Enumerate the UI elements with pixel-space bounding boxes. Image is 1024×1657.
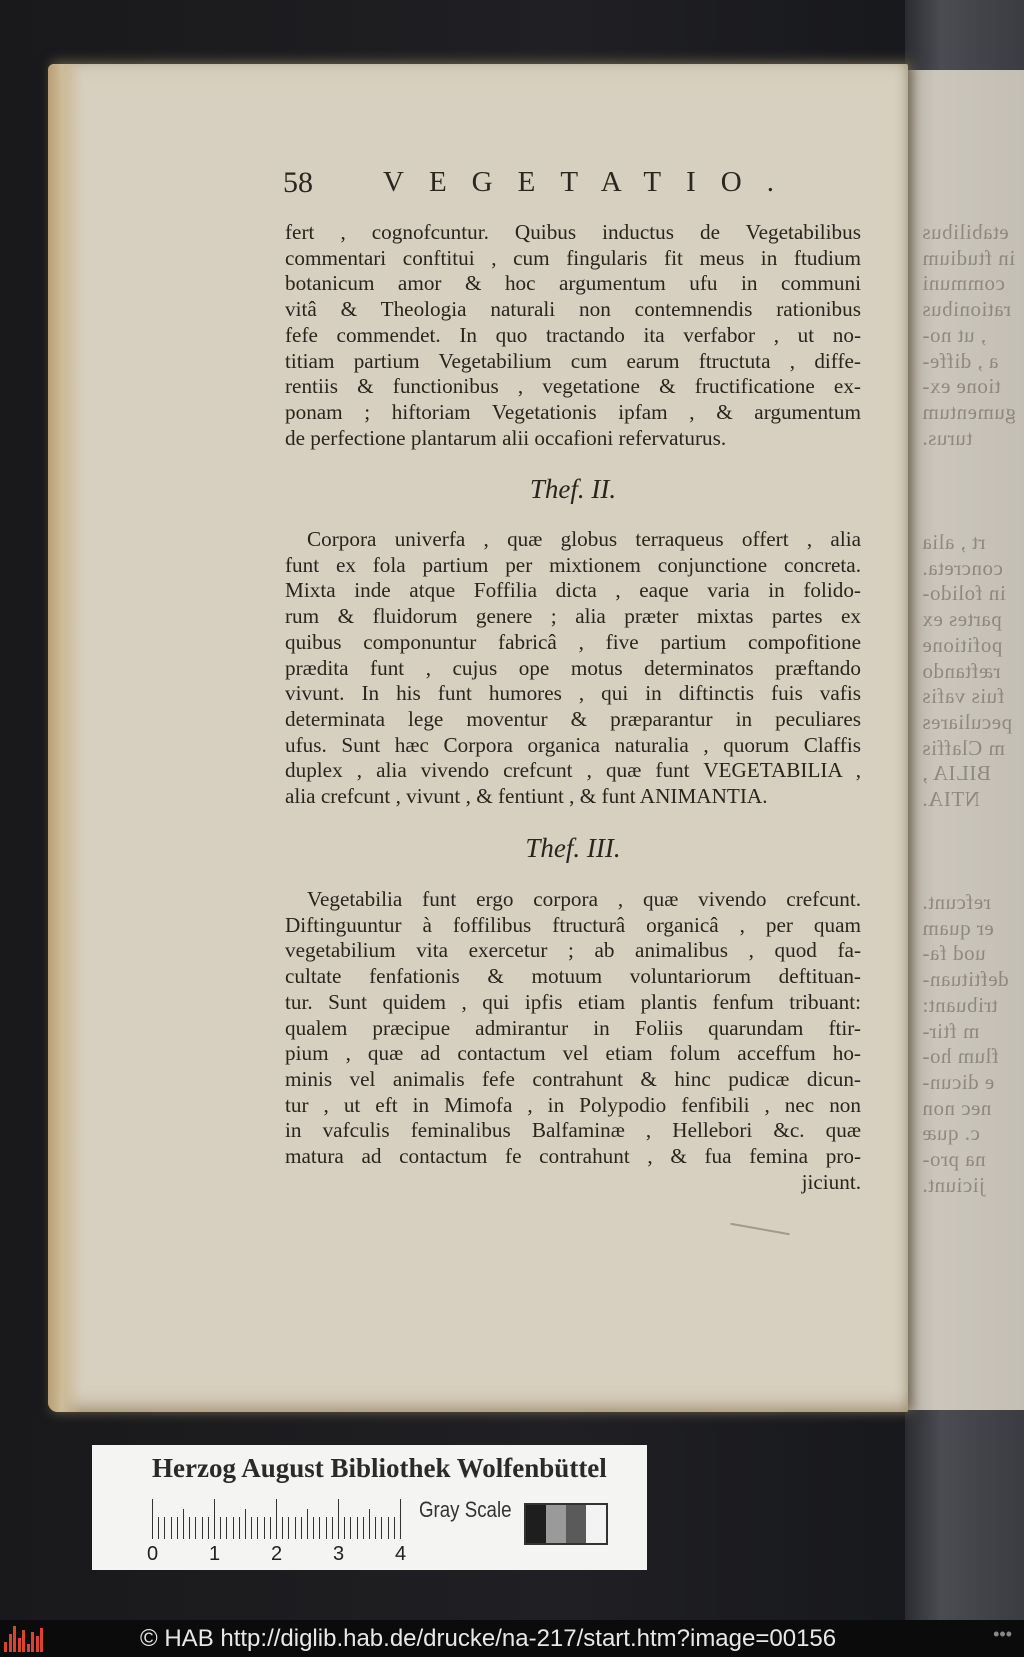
bleed-through-text: fuis vafis xyxy=(922,684,1005,709)
ruler-tick xyxy=(220,1517,221,1539)
text-line: Diftinguuntur à foffilibus ftructurâ organicâ , per quam xyxy=(285,912,861,937)
ruler-tick xyxy=(369,1509,370,1539)
running-head: VEGETATIO. xyxy=(383,166,799,198)
ruler-tick xyxy=(338,1499,339,1539)
page-deckle-edge xyxy=(48,64,82,1412)
ruler-tick xyxy=(319,1517,320,1539)
bleed-through-text: communi xyxy=(922,271,1005,296)
bleed-through-text: in ftudium xyxy=(922,245,1016,270)
library-name: Herzog August Bibliothek Wolfenbüttel xyxy=(152,1453,607,1483)
ruler-tick xyxy=(208,1517,209,1539)
text-line: Vegetabilia funt ergo corpora , quæ vivendo crefcunt. xyxy=(307,887,861,911)
logo-bar xyxy=(36,1636,39,1652)
text-line: de perfectione plantarum alii occafioni refervaturus. xyxy=(285,425,727,450)
color-target-card xyxy=(92,1445,647,1570)
gray-scale-bar xyxy=(524,1503,608,1545)
ruler-tick xyxy=(239,1517,240,1539)
ruler-tick xyxy=(363,1517,364,1539)
thesis-3-heading: Thef. III. xyxy=(525,833,621,863)
bleed-through-text: gumentum xyxy=(922,399,1016,424)
gray-scale-label: Gray Scale xyxy=(419,1497,512,1522)
footer-bar xyxy=(0,1620,1024,1657)
text-line: ufus. Sunt hæc Corpora organica naturalia , quorum Claffis xyxy=(285,732,861,757)
ruler-tick xyxy=(171,1517,172,1539)
bleed-through-text: c. quæ xyxy=(922,1121,980,1146)
hab-logo-icon xyxy=(4,1626,46,1652)
ruler-tick xyxy=(183,1509,184,1539)
ruler-number: 2 xyxy=(271,1543,283,1565)
ruler-tick xyxy=(357,1517,358,1539)
gray-patch xyxy=(526,1505,546,1543)
ruler-tick xyxy=(388,1517,389,1539)
ruler-tick xyxy=(394,1517,395,1539)
bleed-through-text: nec non xyxy=(922,1095,992,1120)
bleed-through-text: deftituan- xyxy=(922,967,1009,992)
bleed-through-text: in folido- xyxy=(922,581,1006,606)
text-line: determinata lege moventur & præparantur in peculiares xyxy=(285,706,861,731)
text-line: funt ex fola partium per mixtionem conjunctione concreta. xyxy=(285,552,861,577)
bleed-through-text: a , diffe- xyxy=(922,348,999,373)
ruler-tick xyxy=(152,1499,153,1539)
text-line: cultate fenfationis & motuum voluntariorum deftituan- xyxy=(285,964,861,989)
ruler-tick xyxy=(400,1499,401,1539)
text-line: jiciunt. xyxy=(801,1169,861,1194)
ruler-number: 0 xyxy=(147,1543,159,1565)
gray-patch xyxy=(546,1505,566,1543)
paragraph-3 xyxy=(285,887,861,1195)
bleed-through-text: BILIA , xyxy=(922,761,991,786)
gray-patch xyxy=(586,1505,606,1543)
bleed-through-text: uod fa- xyxy=(922,941,986,966)
text-line: in vafculis feminalibus Balfaminæ , Hellebori &c. quæ xyxy=(285,1118,861,1143)
paragraph-2 xyxy=(285,527,861,810)
text-line: ponam ; hiftoriam Vegetationis ipfam , & argumentum xyxy=(285,399,861,424)
text-line: titiam partium Vegetabilium cum earum ftructuta , diffe- xyxy=(285,348,861,373)
text-line: duplex , alia vivendo crefcunt , quæ funt VEGETABILIA , xyxy=(285,758,861,783)
logo-bar xyxy=(40,1628,43,1652)
page-number: 58 xyxy=(283,166,313,199)
text-line: Corpora univerfa , quæ globus terraqueus offert , alia xyxy=(307,527,861,551)
text-line: rentiis & functionibus , vegetatione & fructificatione ex- xyxy=(285,374,861,399)
bleed-through-text: er quam xyxy=(922,915,994,940)
text-line: tur , ut eft in Mimofa , in Polypodio fenfibili , nec non xyxy=(285,1092,861,1117)
bleed-through-text: peculiares xyxy=(922,709,1013,734)
text-line: vitâ & Theologia naturali non contemnendis rationibus xyxy=(285,297,861,322)
bleed-through-text: turus. xyxy=(922,425,973,450)
logo-bar xyxy=(4,1642,7,1652)
text-line: tur. Sunt quidem , qui ipfis etiam plantis fenfum tribuant: xyxy=(285,989,861,1014)
text-line: pium , quæ ad contactum vel etiam folum acceffum ho- xyxy=(285,1041,861,1066)
bleed-through-text: ræftando xyxy=(922,658,1001,683)
ruler-tick xyxy=(233,1517,234,1539)
text-line: qualem præcipue admirantur in Foliis quarundam ftir- xyxy=(285,1015,861,1040)
text-line: quibus componuntur fabricâ , five partium compofitione xyxy=(285,629,861,654)
ruler-tick xyxy=(202,1517,203,1539)
scale-ruler xyxy=(152,1495,402,1539)
logo-bar xyxy=(9,1634,12,1652)
ruler-tick xyxy=(344,1517,345,1539)
gray-patch xyxy=(566,1505,586,1543)
bleed-through-text: partes ex xyxy=(922,607,1002,632)
logo-bar xyxy=(27,1644,30,1652)
ruler-tick xyxy=(195,1517,196,1539)
ruler-tick xyxy=(189,1517,190,1539)
ruler-tick xyxy=(307,1509,308,1539)
bleed-through-text: m Claffis xyxy=(922,735,1005,760)
bleed-through-text: na pro- xyxy=(922,1147,986,1171)
ruler-tick xyxy=(276,1499,277,1539)
bleed-through-text: pofitione xyxy=(922,632,1003,657)
logo-bar xyxy=(18,1638,21,1652)
text-line: prædita funt , cujus ope motus determinatos præftando xyxy=(285,655,861,680)
bleed-through-text: refcunt. xyxy=(922,890,991,914)
text-line: Mixta inde atque Foffilia dicta , eaque varia in folido- xyxy=(285,578,861,603)
text-line: minis vel animalis fefe contrahunt & hinc pudicæ dicun- xyxy=(285,1066,861,1091)
ruler-tick xyxy=(350,1517,351,1539)
bleed-through-text: NTIA. xyxy=(922,787,980,811)
bleed-through-text: concreta. xyxy=(922,555,1003,580)
ruler-tick xyxy=(282,1517,283,1539)
bleed-through-text: flum ho- xyxy=(922,1044,999,1069)
ruler-tick xyxy=(257,1517,258,1539)
bleed-through-text: e dicun- xyxy=(922,1069,995,1094)
ruler-tick xyxy=(288,1517,289,1539)
text-line: vivunt. In his funt humores , qui in diftinctis fuis vafis xyxy=(285,681,861,706)
ruler-tick xyxy=(332,1517,333,1539)
text-line: commentari conftitui , cum fingularis fit meus in ftudium xyxy=(285,245,861,270)
bleed-through-text: m ftir- xyxy=(922,1018,980,1043)
facing-page-edge xyxy=(900,70,1024,1410)
footer-copyright: © HAB http://diglib.hab.de/drucke/na-217/start.htm?image=00156 xyxy=(140,1625,837,1652)
ruler-tick xyxy=(381,1517,382,1539)
bleed-through-text: tribuant: xyxy=(922,992,998,1017)
text-line: rum & fluidorum genere ; alia præter mixtas partes ex xyxy=(285,604,861,629)
ruler-tick xyxy=(245,1509,246,1539)
ruler-tick xyxy=(214,1499,215,1539)
paragraph-1 xyxy=(285,220,861,451)
ruler-number: 1 xyxy=(209,1543,221,1565)
text-line: alia crefcunt , vivunt , & fentiunt , & funt ANIMANTIA. xyxy=(285,784,768,809)
ruler-tick xyxy=(313,1517,314,1539)
ruler-tick xyxy=(251,1517,252,1539)
logo-bar xyxy=(22,1630,25,1652)
text-line: botanicum amor & hoc argumentum ufu in communi xyxy=(285,271,861,296)
bleed-through-text: rt , alia xyxy=(922,530,986,554)
logo-bar xyxy=(13,1626,16,1652)
page-header xyxy=(283,166,863,206)
text-line: matura ad contactum fe contrahunt , & fua femina pro- xyxy=(285,1144,861,1169)
thesis-2-heading: Thef. II. xyxy=(529,474,617,504)
ruler-number: 3 xyxy=(333,1543,345,1565)
bleed-through-text: , ut no- xyxy=(922,322,987,347)
ruler-tick xyxy=(226,1517,227,1539)
logo-bar xyxy=(31,1632,34,1652)
ruler-tick xyxy=(164,1517,165,1539)
ruler-tick xyxy=(177,1517,178,1539)
bleed-through-text: etabilibus xyxy=(922,220,1009,244)
ruler-tick xyxy=(270,1517,271,1539)
bleed-through-text: tione ex- xyxy=(922,374,1001,399)
ruler-tick xyxy=(375,1517,376,1539)
text-line: fert , cognofcuntur. Quibus inductus de Vegetabilibus xyxy=(285,220,861,244)
bleed-through-text: jiciunt. xyxy=(922,1172,985,1197)
text-line: vegetabilium vita exercetur ; ab animalibus , quod fa- xyxy=(285,938,861,963)
more-options-icon[interactable]: ••• xyxy=(993,1624,1012,1644)
ruler-tick xyxy=(158,1517,159,1539)
text-line: fefe commendet. In quo tractando ita verfabor , ut no- xyxy=(285,322,861,347)
ruler-tick xyxy=(301,1517,302,1539)
ruler-tick xyxy=(264,1517,265,1539)
ruler-number: 4 xyxy=(395,1543,407,1565)
ruler-tick xyxy=(326,1517,327,1539)
bleed-through-text: rationibus xyxy=(922,297,1011,322)
ruler-tick xyxy=(295,1517,296,1539)
